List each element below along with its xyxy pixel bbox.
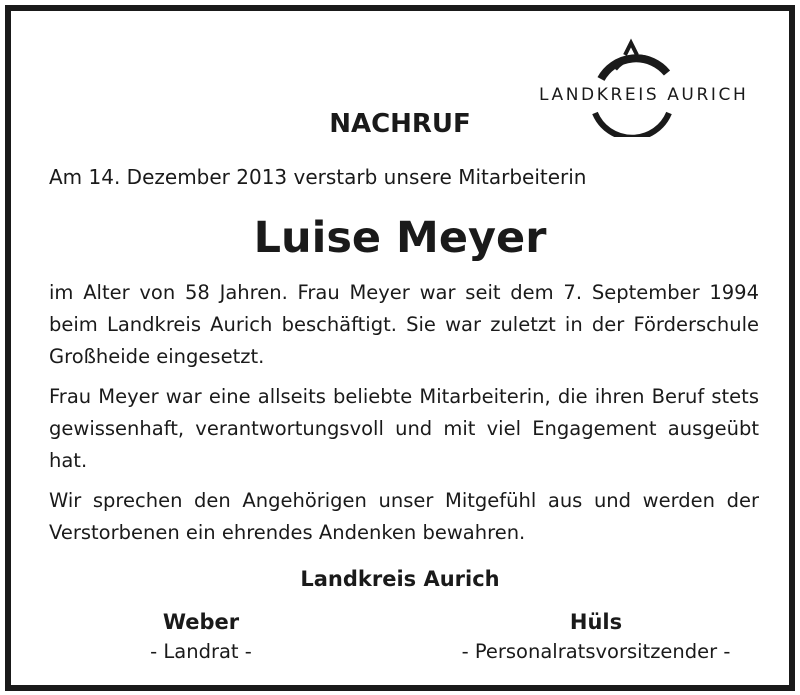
signatory-name: Hüls: [569, 610, 623, 634]
signatory-name: Weber: [162, 610, 240, 634]
notice-title: NACHRUF: [329, 109, 471, 139]
paragraph-tribute: Frau Meyer war eine allseits beliebte Mitarbeiterin, die ihren Beruf stets gewissenhaft, verantwortungsvoll und mit viel Engagement ausgeübt hat.: [49, 385, 759, 472]
obituary-notice: [5, 5, 795, 691]
signatory-role: - Personalratsvorsitzender -: [461, 640, 731, 663]
signatory-personalrat: [431, 607, 761, 667]
signatory-landrat: [101, 607, 301, 667]
logo-text: LANDKREIS AURICH: [539, 85, 749, 105]
signatory-role: - Landrat -: [150, 640, 252, 663]
paragraph-condolence: Wir sprechen den Angehörigen unser Mitgefühl aus und werden der Verstorbenen ein ehrendes Andenken bewahren.: [49, 489, 759, 544]
deceased-name: Luise Meyer: [253, 213, 547, 263]
paragraph-biography: im Alter von 58 Jahren. Frau Meyer war seit dem 7. September 1994 beim Landkreis Aurich beschäftigt. Sie war zuletzt in der Förderschule Großheide eingesetzt.: [49, 281, 759, 368]
organization-name: Landkreis Aurich: [300, 567, 500, 591]
intro-line: Am 14. Dezember 2013 verstarb unsere Mitarbeiterin: [49, 165, 587, 189]
